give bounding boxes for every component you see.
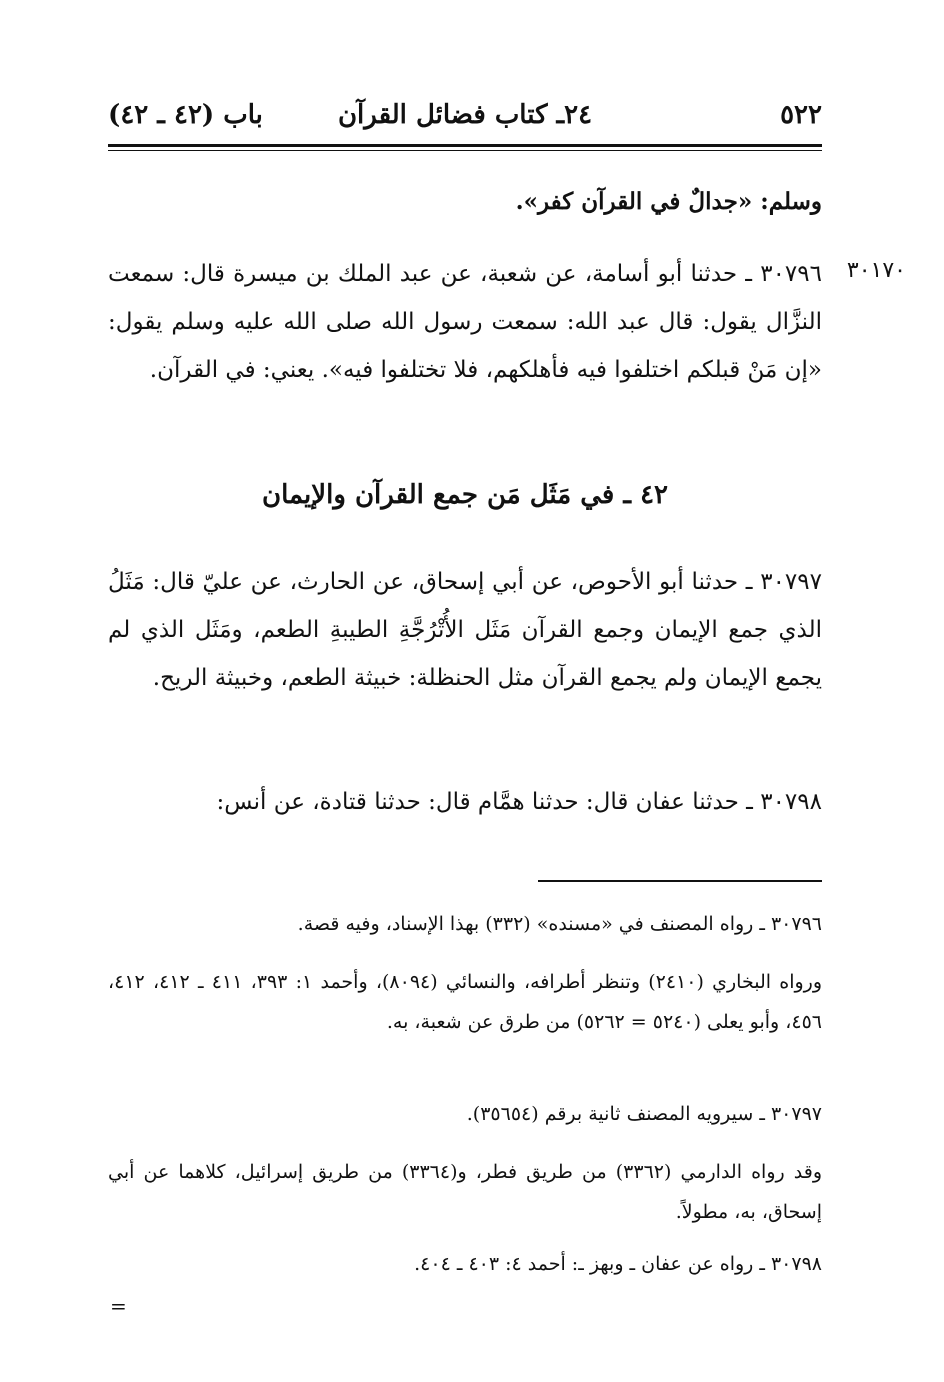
footnote-30797: ٣٠٧٩٧ ـ سيرويه المصنف ثانية برقم (٣٥٦٥٤). — [466, 1103, 822, 1125]
book-title: ٢٤ـ كتاب فضائل القرآن — [337, 100, 593, 130]
hadith-30797: ٣٠٧٩٧ ـ حدثنا أبو الأحوص، عن أبي إسحاق، عن الحارث، عن عليّ قال: مَثَلُ الذي جمع الإيمان وجمع القرآن مَثَل الأُتْرُجَّةِ الطيبةِ الطعم، ومَثَل الذي لم يجمع الإيمان ولم يجمع القرآن مثل الحنظلة: خبيثة الطعم، وخبيثة الريح. — [108, 569, 822, 691]
continuation-mark: = — [110, 1294, 127, 1318]
margin-number: ٣٠١٧٠ — [846, 258, 906, 283]
footnote-separator — [538, 880, 822, 882]
footnote-30798: ٣٠٧٩٨ ـ رواه عن عفان ـ وبهز ـ: أحمد ٤: ٤٠٣ ـ ٤٠٤. — [414, 1253, 822, 1275]
header-rule-thin — [108, 150, 822, 151]
page-number: ٥٢٢ — [780, 100, 822, 130]
paragraph-continuation: وسلم: «جدالٌ في القرآن كفر». — [515, 188, 822, 215]
chapter-label: باب (٤٢ ـ ٤٢) — [108, 100, 263, 130]
footnote-30796-cont: ورواه البخاري (٢٤١٠) وتنظر أطرافه، والنسائي (٨٠٩٤)، وأحمد ١: ٣٩٣، ٤١١ ـ ٤١٢، ٤١٢، ٤٥٦، وأبو يعلى (٥٢٤٠ = ٥٢٦٢) من طرق عن شعبة، به. — [108, 971, 822, 1033]
section-heading: ٤٢ ـ في مَثَل مَن جمع القرآن والإيمان — [262, 480, 668, 510]
hadith-30796: ٣٠٧٩٦ ـ حدثنا أبو أسامة، عن شعبة، عن عبد الملك بن ميسرة قال: سمعت النزَّال يقول: قال عبد الله: سمعت رسول الله صلى الله عليه وسلم يقول: «إن مَنْ قبلكم اختلفوا فيه فأهلكهم، فلا تختلفوا فيه». يعني: في القرآن. — [108, 261, 822, 383]
running-header — [108, 100, 822, 140]
header-rule-thick — [108, 144, 822, 147]
footnote-30796: ٣٠٧٩٦ ـ رواه المصنف في «مسنده» (٣٣٢) بهذا الإسناد، وفيه قصة. — [297, 913, 822, 935]
hadith-30798: ٣٠٧٩٨ ـ حدثنا عفان قال: حدثنا همَّام قال: حدثنا قتادة، عن أنس: — [216, 789, 822, 815]
footnote-30797-cont: وقد رواه الدارمي (٣٣٦٢) من طريق فطر، و(٣٣٦٤) من طريق إسرائيل، كلاهما عن أبي إسحاق، به، مطولاً. — [108, 1161, 823, 1223]
